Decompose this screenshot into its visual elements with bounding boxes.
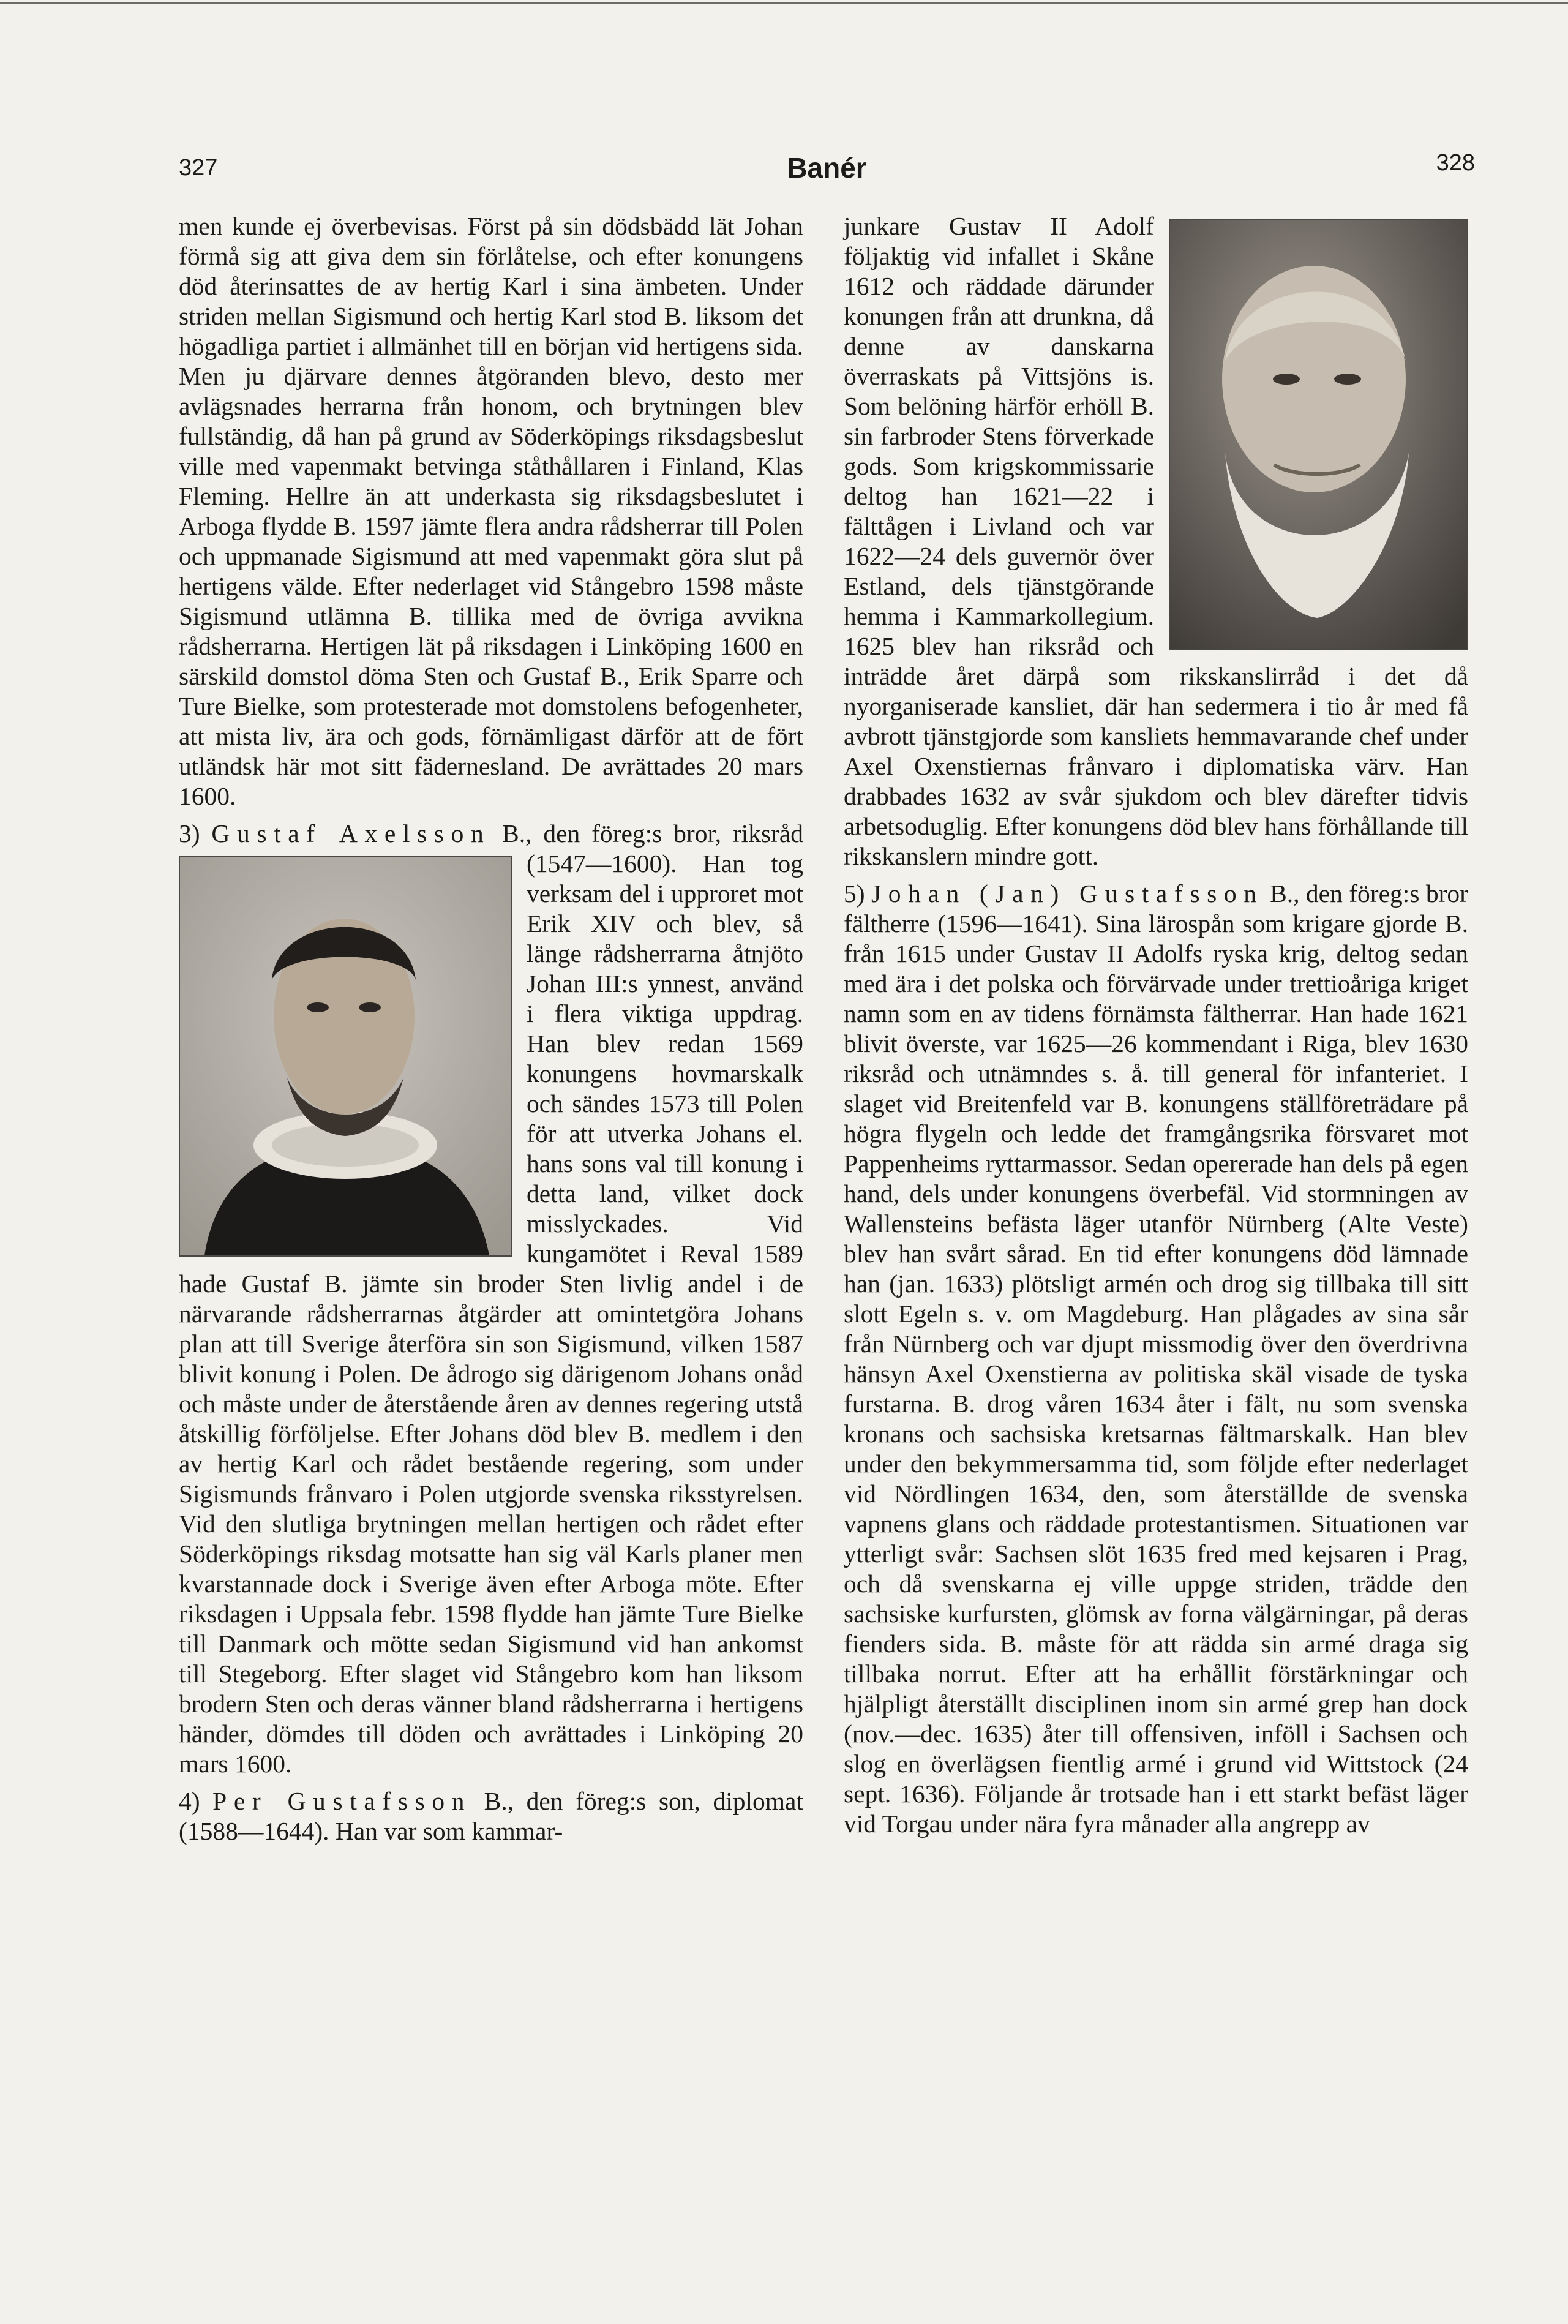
paragraph-sten-continued: men kunde ej överbevisas. Först på sin dödsbädd lät Johan förmå sig att giva dem sin förlåtelse, och efter konungens död återinsattes de av hertig Karl i sina ämbeten. Under striden mellan Sigismund och hertig Karl stod B. liksom det högadliga partiet i allmänhet till en början vid hertigens sida. Men ju djärvare dennes åtgöranden blevo, desto mer avlägsnades herrarna från honom, och brytningen blev fullständig, då han på grund av Söderköpings riksdagsbeslut ville med vapenmakt betvinga ståthållaren i Finland, Klas Fleming. Hellre än att underkasta sig riksdagsbeslutet i Arboga flydde B. 1597 jämte flera andra rådsherrar till Polen och uppmanade Sigismund att med vapenmakt göra slut på hertigens välde. Efter nederlaget vid Stångebro 1598 måste Sigismund utlämna B. tillika med de övriga avvikna rådsherrarna. Hertigen lät på riksdagen i Linköping 1600 en särskild domstol döma Sten och Gustaf B., Erik Sparre och Ture Bielke, som protesterade mot domstolens befogenheter, att mista liv, ära och gods, förnämligast därför att de fört utländsk här mot sitt fädernesland. De avrättades 20 mars 1600.: [179, 212, 803, 810]
portrait-per-gustafsson: [1169, 219, 1468, 650]
paragraph-johan-gustafsson: [844, 879, 1468, 1839]
top-rule: [0, 2, 1568, 4]
entry-name: Per Gustafsson: [212, 1787, 472, 1815]
paragraph-per-continued: [844, 211, 1468, 871]
entry-name: Johan (Jan) Gustafsson: [871, 879, 1264, 908]
entry-text: B., den föreg:s bror fältherre (1596—1641). Sina lärospån som krigare gjorde B. från 1615 under Gustav II Adolfs ryska krig, deltog sedan med ära i det polska och förvärvade under trettioåriga kriget namn som en av tidens förnämsta fältherrar. Han hade 1621 blivit överste, var 1625—26 kommendant i Riga, blev 1630 riksråd och utnämndes s. å. till general för infanteriet. I slaget vid Breitenfeld var B. konungens ställföreträdare på högra flygeln och ledde det framgångsrika försvaret mot Pappenheims ryttarmassor. Sedan opererade han dels på egen hand, dels under konungens överbefäl. Vid stormningen av Wallensteins befästa läger utanför Nürnberg (Alte Veste) blev han svårt sårad. En tid efter konungens död lämnade han (jan. 1633) plötsligt armén och drog sig tillbaka till sitt slott Egeln s. v. om Magdeburg. Han plågades av sina sår från Nürnberg och var djupt missmodig över den överdrivna hänsyn Axel Oxenstierna av politiska skäl visade de tyska furstarna. B. drog våren 1634 åter i fält, nu som svenska kronans och sachsiska kretsarnas fältmarskalk. Han blev under den bekymmersamma tid, som följde efter nederlaget vid Nördlingen 1634, den, som återställde de svenska vapnens glans och räddade protestantismen. Situationen var ytterligt svår: Sachsen slöt 1635 fred med kejsaren i Prag, och då svenskarna ej ville uppge striden, trädde den sachsiske kurfursten, glömsk av forna välgärningar, på deras fienders sida. B. måste för att rädda sin armé draga sig tillbaka norrut. Efter att ha erhållit förstärkningar och hjälpligt återställt disciplinen inom sin armé grep han dock (nov.—dec. 1635) åter till offensiven, inföll i Sachsen och slog en överlägsen fientlig armé i grund vid Wittstock (24 sept. 1636). Följande år trotsade han i ett starkt befäst läger vid Torgau under nära fyra månader alla angrepp av: [844, 879, 1469, 1838]
page-number-right: 328: [1436, 150, 1475, 176]
portrait-gustaf-axelsson: [179, 856, 512, 1257]
page-number-left: 327: [179, 155, 218, 181]
paragraph-per-gustafsson: [179, 1786, 803, 1846]
entry-text: B., den föreg:s son, diplomat (1588—1644). Han var som kammar-: [179, 1787, 803, 1845]
entry-number: 5): [844, 879, 865, 908]
running-title: Banér: [787, 152, 867, 184]
entry-name: Gustaf Axelsson: [211, 819, 491, 848]
right-column: [844, 211, 1468, 1846]
left-column: [179, 211, 803, 1854]
entry-text: junkare Gustav II Adolf följaktig vid infallet i Skåne 1612 och räddade därunder konungen från att drunkna, då denne av danskarna överraskats på Vittsjöns is. Som belöning härför erhöll B. sin farbroder Stens förverkade gods. Som krigskommissarie deltog han 1621—22 i fälttågen i Livland och var 1622—24 dels guvernör över Estland, dels tjänstgörande hemma i Kammarkollegium. 1625 blev han riksråd och inträdde året därpå som rikskanslirråd i det då nyorganiserade kansliet, där han sedermera i tio år med få avbrott tjänstgjorde som kansliets hemmavarande chef under Axel Oxenstiernas frånvaro i diplomatiska värv. Han drabbades 1632 av svår sjukdom och blev därefter tidvis arbetsoduglig. Efter konungens död blev hans förhållande till rikskanslern mindre gott.: [844, 212, 1468, 870]
running-header: [179, 150, 1475, 193]
entry-number: 3): [179, 819, 200, 848]
entry-text: B., den föreg:s bror, riksråd (1547—1600). Han tog verksam del i upproret mot Erik XIV och blev, så länge rådsherrarna åtnjöto Johan III:s ynnest, använd i flera viktiga uppdrag. Han blev redan 1569 konungens hovmarskalk och sändes 1573 till Polen för att utverka Johans el. hans sons val till konung i detta land, vilket dock misslyckades. Vid kungamötet i Reval 1589 hade Gustaf B. jämte sin broder Sten livlig andel i de närvarande rådsherrarnas åtgärder att omintetgöra Johans plan att till Sverige återföra sin son Sigismund, vilken 1587 blivit konung i Polen. De ådrogo sig därigenom Johans onåd och måste under de återstående åren av dennes regering utstå åtskillig förföljelse. Efter Johans död blev B. medlem i den av hertig Karl och rådet bestående regering, som under Sigismunds frånvaro i Polen utgjorde svenska riksstyrelsen. Vid den slutliga brytningen mellan hertigen och rådet efter Söderköpings riksdag motsatte han sig väl Karls planer men kvarstannade dock i Sverige även efter Arboga möte. Efter riksdagen i Uppsala febr. 1598 flydde han jämte Ture Bielke till Danmark och mötte sedan Sigismund vid han ankomst till Stegeborg. Efter slaget vid Stångebro kom han liksom brodern Sten och deras vänner bland rådsherrarna i hertigens händer, dömdes till döden och avrättades i Linköping 20 mars 1600.: [179, 819, 804, 1778]
entry-number: 4): [179, 1787, 200, 1815]
paragraph-gustaf-axelsson: [179, 819, 803, 1779]
